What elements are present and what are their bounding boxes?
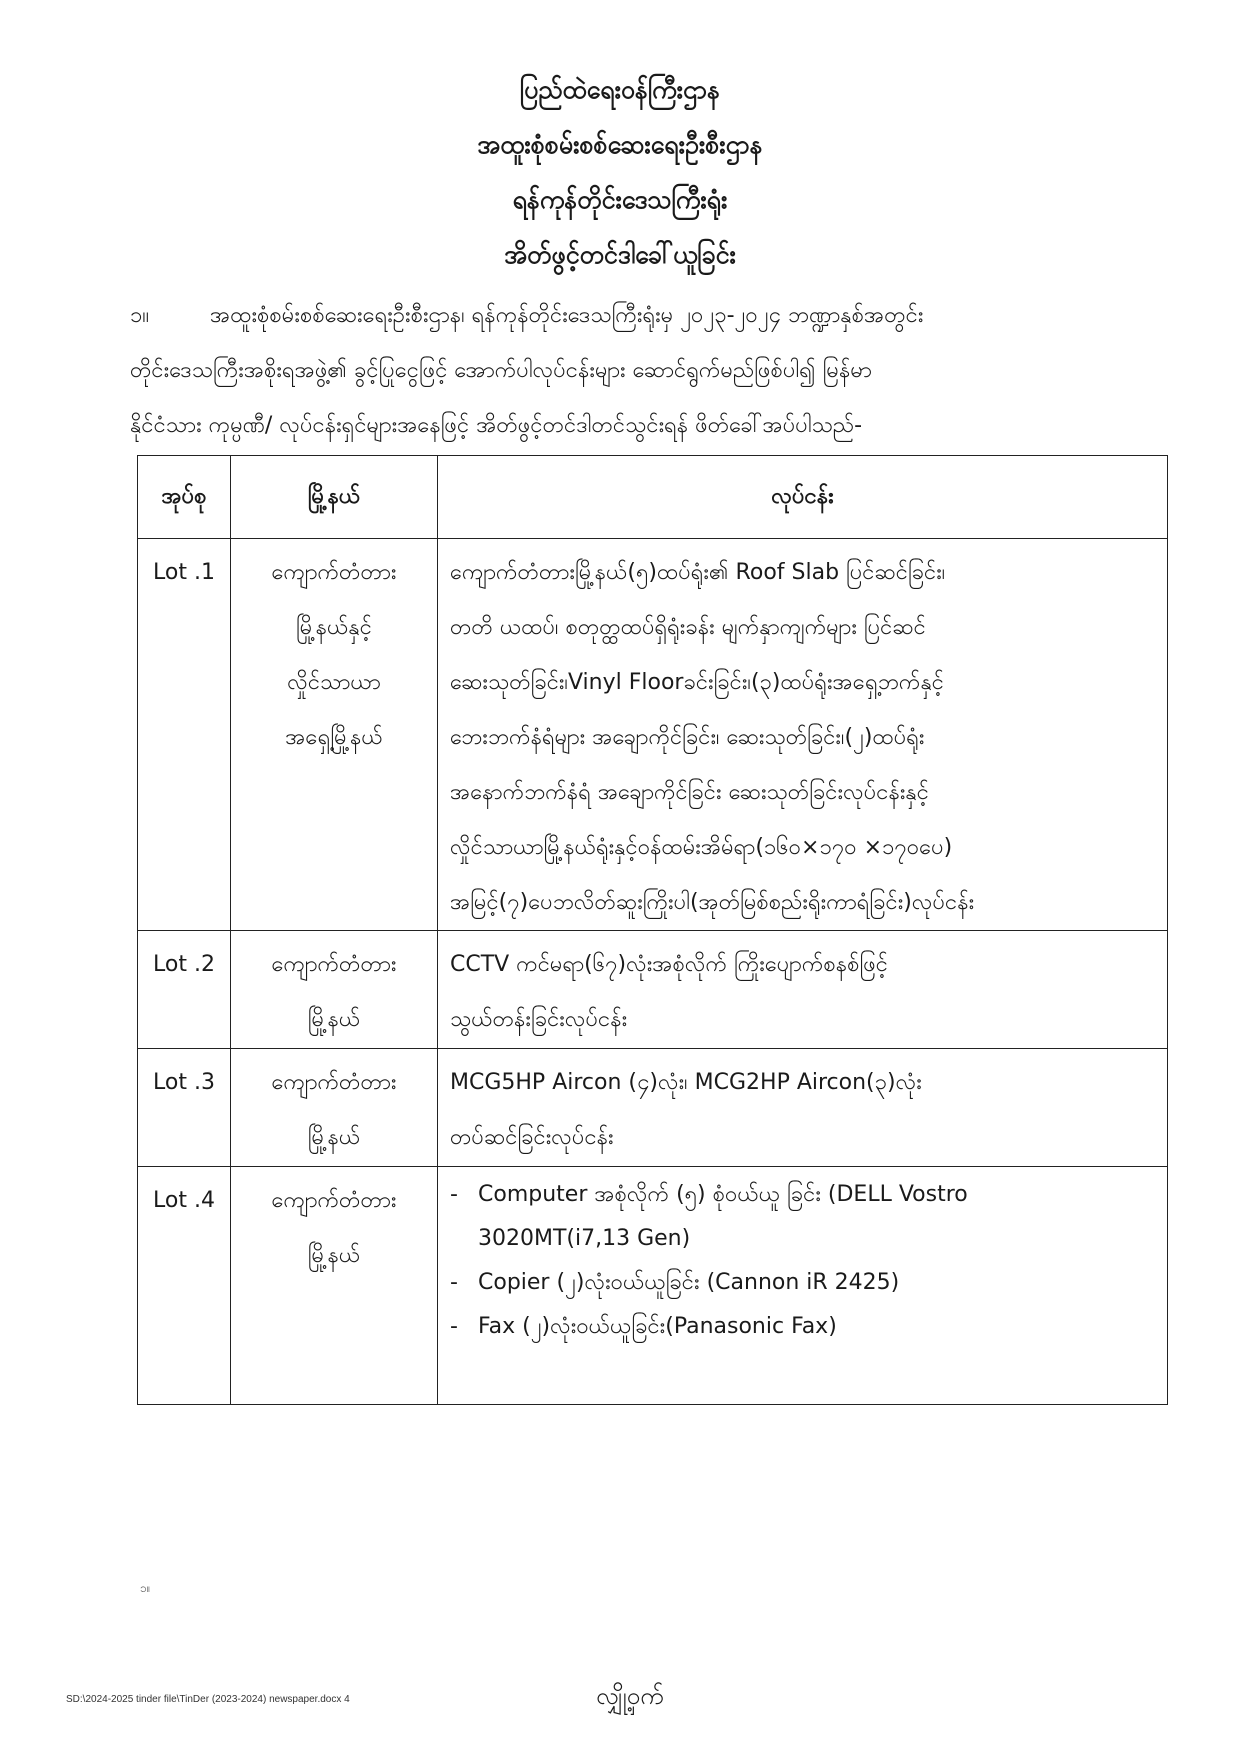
location-line: ကျောက်တံတား — [271, 952, 397, 977]
margin-mark: ၁။ — [140, 1581, 151, 1595]
work-cell — [438, 1167, 1168, 1405]
location-line: လှိုင်သာယာ — [287, 670, 381, 695]
table-row — [138, 1049, 1168, 1167]
location-line: မြို့နယ် — [307, 1243, 361, 1268]
footer-file-path: SD:\2024-2025 tinder file\TinDer (2023-2024) newspaper.docx 4 — [66, 1694, 350, 1705]
location-line: မြို့နယ် — [307, 1125, 361, 1150]
intro-line-3: နိုင်ငံသား ကုမ္ပဏီ/ လုပ်ငန်းရှင်များအနေဖြင့် အိတ်ဖွင့်တင်ဒါတင်သွင်းရန် ဖိတ်ခေါ်အပ်ပါသည်- — [130, 413, 863, 438]
intro-text-1: အထူးစုံစမ်းစစ်ဆေးရေးဦးစီးဌာန၊ ရန်ကုန်တိုင်းဒေသကြီးရုံးမှ ၂၀၂၃-၂၀၂၄ ဘဏ္ဍာနှစ်အတွင်း — [210, 303, 924, 328]
heading-office: ရန်ကုန်တိုင်းဒေသကြီးရုံး — [512, 185, 728, 214]
intro-paragraph — [130, 288, 1180, 453]
location-line: မြို့နယ် — [307, 1007, 361, 1032]
work-cell — [438, 1049, 1168, 1167]
item-line: Computer အစုံလိုက် (၅) စုံဝယ်ယူ ခြင်း (DELL Vostro — [478, 1182, 968, 1207]
work-line: CCTV ကင်မရာ(၆၇)လုံးအစုံလိုက် ကြိုးပျောက်စနစ်ဖြင့် — [450, 952, 888, 977]
work-line: ကျောက်တံတားမြို့နယ်(၅)ထပ်ရုံး၏ Roof Slab ပြင်ဆင်ခြင်း၊ — [450, 560, 946, 585]
header-work: လုပ်ငန်း — [438, 456, 1168, 539]
footer-confidential-label: လျှို့ဝှက် — [596, 1682, 664, 1710]
work-line: တတိ ယထပ်၊ စတုတ္ထထပ်ရှိရုံးခန်း မျက်နှာကျက်များ ပြင်ဆင် — [450, 615, 926, 640]
work-line: လှိုင်သာယာမြို့နယ်ရုံးနှင့်ဝန်ထမ်းအိမ်ရာ(၁၆၀×၁၇၀ ×၁၇၀ပေ) — [450, 835, 953, 860]
lot-cell: Lot .1 — [138, 539, 231, 931]
heading-ministry: ပြည်ထဲရေးဝန်ကြီးဌာန — [519, 75, 721, 104]
procurement-list — [450, 1173, 1157, 1349]
list-item — [450, 1305, 1157, 1349]
lot-cell: Lot .4 — [138, 1167, 231, 1405]
intro-line-2: တိုင်းဒေသကြီးအစိုးရအဖွဲ့၏ ခွင့်ပြုငွေဖြင့် အောက်ပါလုပ်ငန်းများ ဆောင်ရွက်မည်ဖြစ်ပါ၍ မြန်မာ — [130, 358, 872, 383]
work-line: အနောက်ဘက်နံရံ အချောကိုင်ခြင်း ဆေးသုတ်ခြင်းလုပ်ငန်းနှင့် — [450, 780, 929, 805]
list-item-text — [478, 1173, 968, 1261]
heading-department: အထူးစုံစမ်းစစ်ဆေးရေးဦးစီးဌာန — [477, 130, 763, 159]
header-location: မြို့နယ် — [231, 456, 438, 539]
location-cell — [231, 1049, 438, 1167]
item-line: Copier (၂)လုံးဝယ်ယူခြင်း (Cannon iR 2425) — [478, 1270, 900, 1295]
list-item — [450, 1173, 1157, 1261]
work-line: ဘေးဘက်နံရံများ အချောကိုင်ခြင်း၊ ဆေးသုတ်ခြင်း၊(၂)ထပ်ရုံး — [450, 725, 925, 750]
paragraph-number: ၁။ — [130, 303, 150, 328]
work-line: MCG5HP Aircon (၄)လုံး၊ MCG2HP Aircon(၃)လုံး — [450, 1070, 922, 1095]
list-item — [450, 1261, 1157, 1305]
list-dash: - — [450, 1270, 458, 1295]
work-cell — [438, 931, 1168, 1049]
lot-cell: Lot .2 — [138, 931, 231, 1049]
table-row — [138, 931, 1168, 1049]
work-cell — [438, 539, 1168, 931]
work-line: တပ်ဆင်ခြင်းလုပ်ငန်း — [450, 1125, 614, 1150]
document-heading — [0, 62, 1240, 282]
list-dash: - — [450, 1314, 458, 1339]
list-dash: - — [450, 1182, 458, 1207]
tender-table — [137, 455, 1168, 1405]
location-line: ကျောက်တံတား — [271, 1070, 397, 1095]
header-lot: အုပ်စု — [138, 456, 231, 539]
lot-cell: Lot .3 — [138, 1049, 231, 1167]
table-row — [138, 1167, 1168, 1405]
location-line: အရှေ့မြို့နယ် — [285, 725, 383, 750]
heading-title: အိတ်ဖွင့်တင်ဒါခေါ်ယူခြင်း — [504, 240, 736, 269]
work-line: အမြင့်(၇)ပေဘလိတ်ဆူးကြိုးပါ(အုတ်မြစ်စည်းရိုးကာရံခြင်း)လုပ်ငန်း — [450, 890, 975, 915]
work-line: သွယ်တန်းခြင်းလုပ်ငန်း — [450, 1007, 628, 1032]
table-header-row — [138, 456, 1168, 539]
work-line: ဆေးသုတ်ခြင်း၊Vinyl Floorခင်းခြင်း၊(၃)ထပ်ရုံးအရှေ့ဘက်နှင့် — [450, 670, 945, 695]
location-cell — [231, 1167, 438, 1405]
item-line: Fax (၂)လုံးဝယ်ယူခြင်း(Panasonic Fax) — [478, 1314, 837, 1339]
location-line: ကျောက်တံတား — [271, 1188, 397, 1213]
intro-line-1 — [130, 288, 1180, 343]
location-line: ကျောက်တံတား — [271, 560, 397, 585]
location-cell — [231, 931, 438, 1049]
location-cell — [231, 539, 438, 931]
table-row — [138, 539, 1168, 931]
location-line: မြို့နယ်နှင့် — [296, 615, 372, 640]
item-line: 3020MT(i7,13 Gen) — [478, 1226, 691, 1251]
